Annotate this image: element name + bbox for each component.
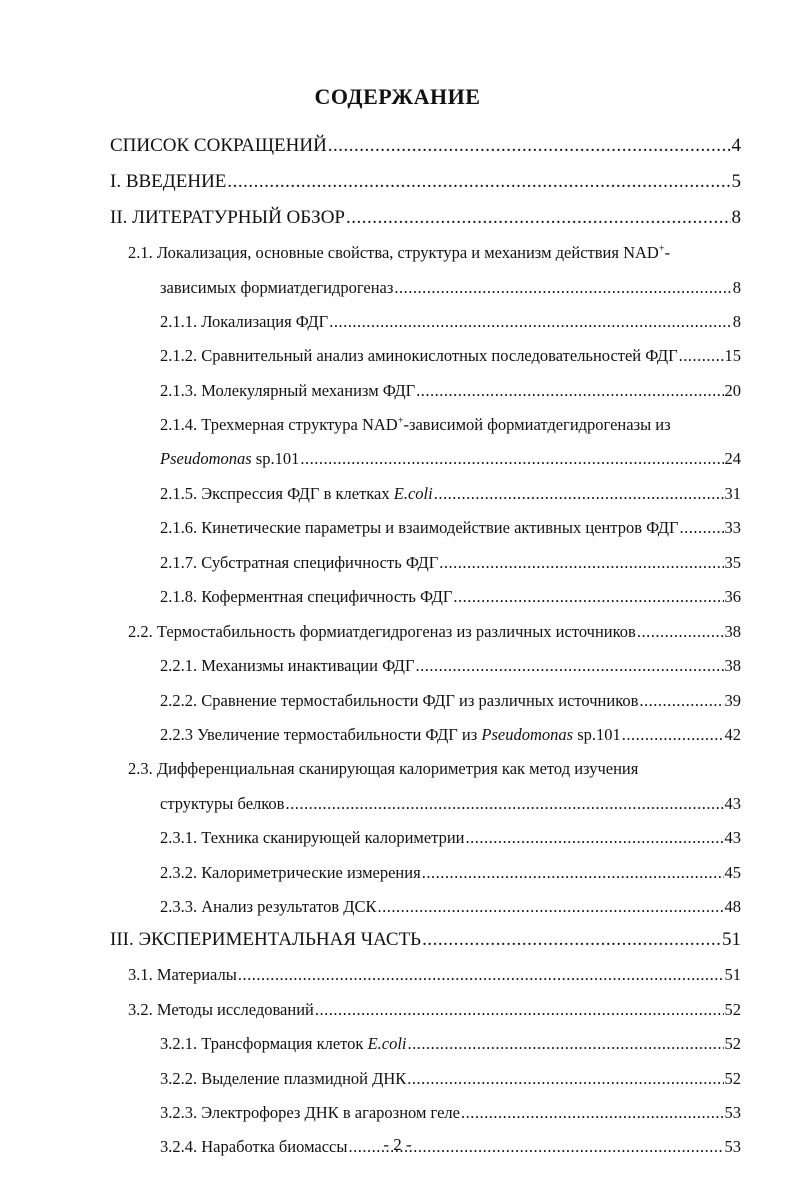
page-title: СОДЕРЖАНИЕ [314,84,481,109]
toc-entry-page: 43 [724,828,741,847]
dot-leader [328,133,731,159]
toc-entry-label: 2.1.8. Коферментная специфичность ФДГ [160,587,453,606]
toc-entry[interactable] [160,584,741,610]
toc-entry[interactable] [160,515,741,541]
dot-leader [453,584,723,610]
toc-entry-label: 2.1.2. Сравнительный анализ аминокислотных последовательностей ФДГ [160,346,678,365]
dot-leader [408,1031,724,1057]
dot-leader [415,653,723,679]
dot-leader [466,825,724,851]
toc-entry[interactable] [128,240,741,266]
toc-entry-continuation[interactable] [160,275,741,301]
toc-entry-label: 3.1. Материалы [128,965,237,984]
toc-entry[interactable] [160,412,741,438]
toc-entry[interactable] [110,133,741,159]
toc-entry[interactable] [160,825,741,851]
toc-entry-page: 8 [732,312,741,331]
toc-entry-page: 51 [722,929,741,950]
toc-entry-label: 3.2.2. Выделение плазмидной ДНК [160,1069,407,1088]
toc-entry-page: 24 [724,449,741,468]
toc-entry-label: 3.2.3. Электрофорез ДНК в агарозном геле [160,1103,460,1122]
toc-entry[interactable] [160,1031,741,1057]
toc-entry[interactable] [128,997,741,1023]
toc-entry-label: 2.2.1. Механизмы инактивации ФДГ [160,656,415,675]
toc-entry-label: 2.1.7. Субстратная специфичность ФДГ [160,553,439,572]
toc-entry-page: 20 [724,381,741,400]
dot-leader [622,722,724,748]
toc-entry[interactable] [160,653,741,679]
toc-entry-page: 8 [731,207,741,228]
toc-entry[interactable] [160,343,741,369]
toc-entry[interactable] [160,1100,741,1126]
dot-leader [461,1100,724,1126]
toc-entry-label: 2.1.5. Экспрессия ФДГ в клетках E.coli [160,484,433,503]
toc-entry-page: 52 [724,1069,741,1088]
toc-entry-page: 51 [724,965,741,984]
toc-entry[interactable] [128,962,741,988]
toc-entry-label: 3.2.4. Наработка биомассы [160,1137,348,1156]
dot-leader [679,343,724,369]
toc-entry-label: III. ЭКСПЕРИМЕНТАЛЬНАЯ ЧАСТЬ [110,929,422,950]
dot-leader [422,927,721,953]
toc-entry-label: 2.1. Локализация, основные свойства, структура и механизм действия NAD+- [128,243,671,262]
dot-leader [238,962,724,988]
toc-entry-page: 38 [724,622,741,641]
dot-leader [639,688,723,714]
toc-entry[interactable] [160,722,741,748]
toc-entry-label: структуры белков [160,794,285,813]
toc-entry-label: 2.1.4. Трехмерная структура NAD+-зависимой формиатдегидрогеназы из [160,415,671,434]
toc-entry-page: 8 [732,278,741,297]
toc-entry-page: 53 [724,1137,741,1156]
toc-entry-page: 4 [731,135,741,156]
toc-entry-label: I. ВВЕДЕНИЕ [110,171,227,192]
toc-entry[interactable] [160,550,741,576]
dot-leader [434,481,724,507]
toc-entry[interactable] [160,1066,741,1092]
dot-leader [346,205,731,231]
toc-entry-label: 3.2. Методы исследований [128,1000,314,1019]
toc-entry-label: 2.2.2. Сравнение термостабильности ФДГ из различных источников [160,691,639,710]
toc-entry[interactable] [110,927,741,953]
toc-entry-label: Pseudomonas sp.101 [160,449,300,468]
toc-entry[interactable] [110,169,741,195]
toc-entry-label: II. ЛИТЕРАТУРНЫЙ ОБЗОР [110,207,345,228]
dot-leader [422,860,724,886]
toc-entry-page: 39 [724,691,741,710]
toc-entry-continuation[interactable] [160,791,741,817]
dot-leader [407,1066,723,1092]
dot-leader [416,378,723,404]
toc-entry[interactable] [160,688,741,714]
toc-entry-page: 45 [724,863,741,882]
dot-leader [378,894,724,920]
dot-leader [637,619,724,645]
toc-entry-page: 5 [731,171,741,192]
toc-entry-label: 2.2. Термостабильность формиатдегидрогеназ из различных источников [128,622,636,641]
dot-leader [439,550,723,576]
toc-entry-page: 43 [724,794,741,813]
toc-entry-label: зависимых формиатдегидрогеназ [160,278,394,297]
toc-entry-page: 52 [724,1000,741,1019]
dot-leader [300,446,723,472]
toc-entry-page: 48 [724,897,741,916]
toc-entry-label: 2.3.1. Техника сканирующей калориметрии [160,828,465,847]
toc-entry[interactable] [128,756,741,782]
toc-entry-page: 36 [724,587,741,606]
dot-leader [329,309,732,335]
toc-entry[interactable] [160,481,741,507]
dot-leader [394,275,731,301]
toc-entry-page: 42 [724,725,741,744]
toc-entry-label: 2.3.2. Калориметрические измерения [160,863,421,882]
dot-leader [680,515,724,541]
toc-entry-label: 2.2.3 Увеличение термостабильности ФДГ из Pseudomonas sp.101 [160,725,621,744]
toc-entry-page: 53 [724,1103,741,1122]
dot-leader [285,791,723,817]
toc-entry-page: 15 [724,346,741,365]
toc-entry-page: 33 [724,518,741,537]
dot-leader [227,169,730,195]
toc-entry-label: СПИСОК СОКРАЩЕНИЙ [110,135,327,156]
dot-leader [315,997,724,1023]
toc-entry[interactable] [128,619,741,645]
toc-entry-label: 2.1.3. Молекулярный механизм ФДГ [160,381,416,400]
toc-entry-label: 2.1.1. Локализация ФДГ [160,312,329,331]
toc-entry-continuation[interactable] [160,446,741,472]
toc-entry-page: 35 [724,553,741,572]
toc-entry[interactable] [160,860,741,886]
page-number: - 2 - [383,1135,412,1154]
toc-entry[interactable] [110,205,741,231]
toc-entry-page: 38 [724,656,741,675]
toc-entry-label: 2.1.6. Кинетические параметры и взаимодействие активных центров ФДГ [160,518,679,537]
toc-entry-label: 2.3. Дифференциальная сканирующая калориметрия как метод изучения [128,759,639,778]
toc-entry[interactable] [160,378,741,404]
toc-entry-label: 3.2.1. Трансформация клеток E.coli [160,1034,407,1053]
toc-entry-label: 2.3.3. Анализ результатов ДСК [160,897,377,916]
toc-entry-page: 31 [724,484,741,503]
toc-entry-page: 52 [724,1034,741,1053]
toc-entry[interactable] [160,309,741,335]
toc-entry[interactable] [160,894,741,920]
